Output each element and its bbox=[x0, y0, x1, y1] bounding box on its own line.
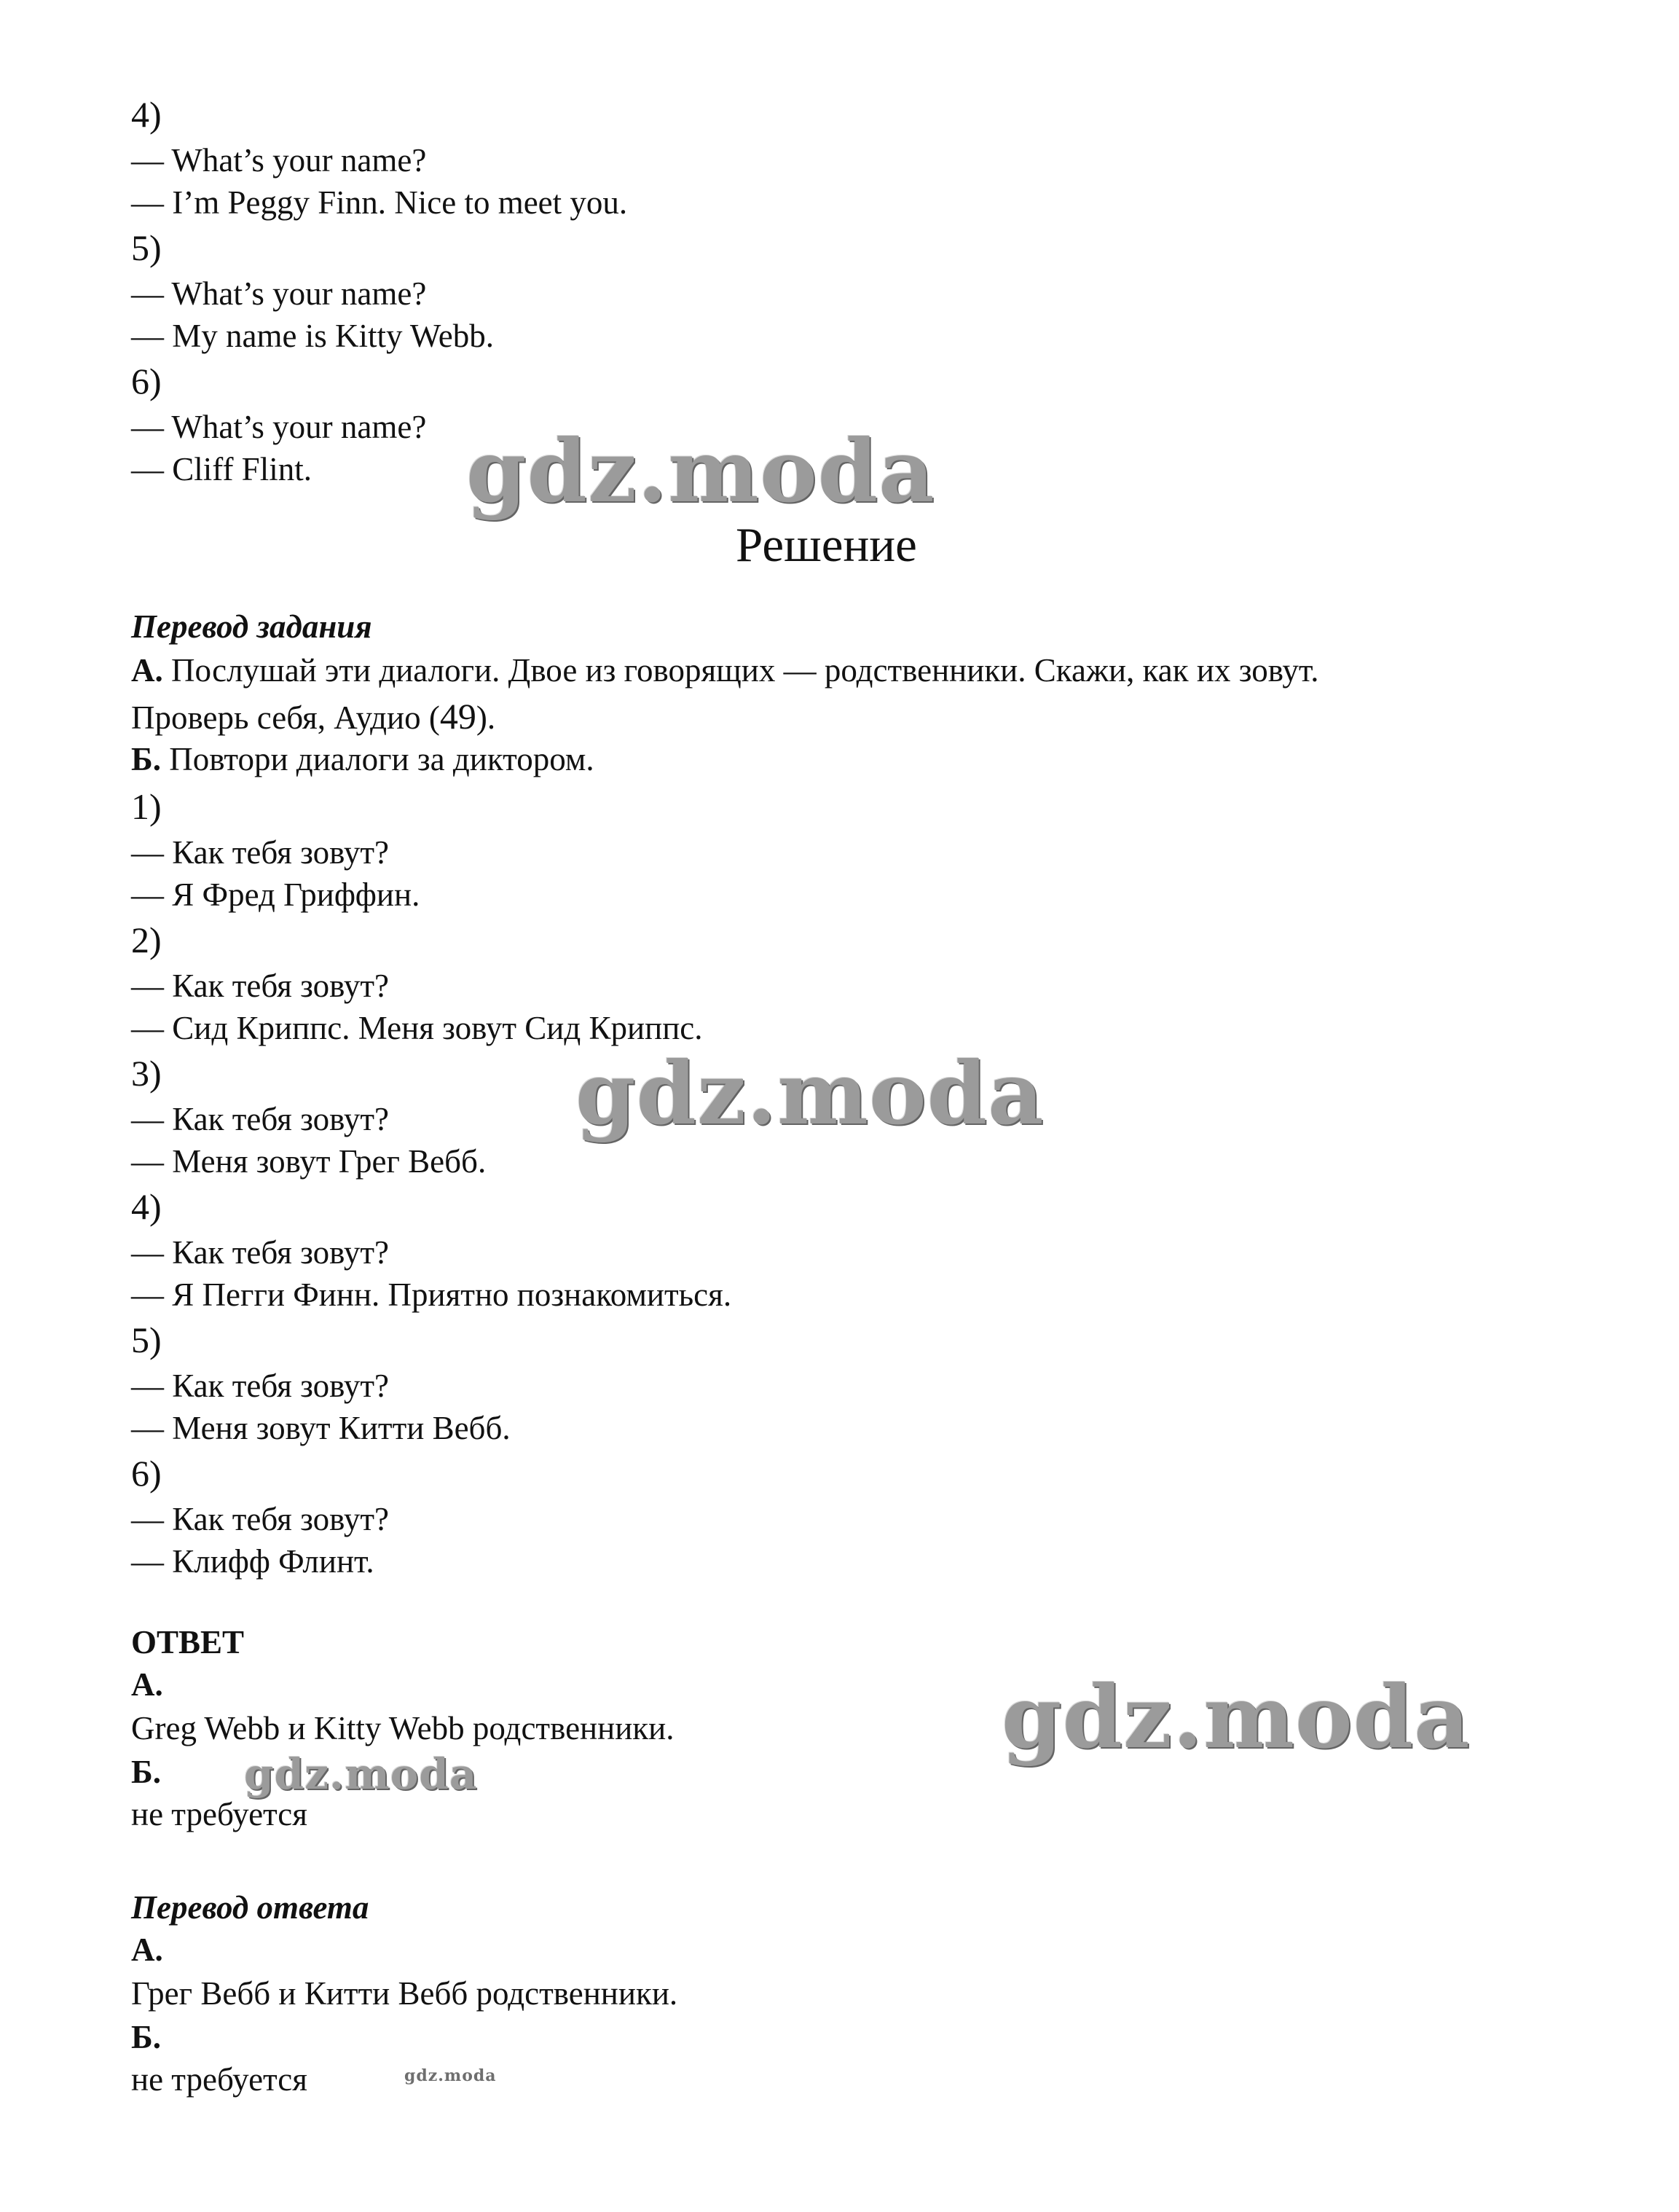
task-translation-title: Перевод задания bbox=[131, 608, 372, 645]
task-b-text: Повтори диалоги за диктором. bbox=[161, 741, 594, 777]
dialogue-answer: — Клифф Флинт. bbox=[131, 1543, 374, 1580]
watermark: gdz.moda bbox=[466, 420, 935, 522]
dialogue-question: — Как тебя зовут? bbox=[131, 834, 389, 871]
answer-translation-a-text: Грег Вебб и Китти Вебб родственники. bbox=[131, 1975, 678, 2012]
watermark: gdz.moda bbox=[1002, 1666, 1471, 1768]
task-part-a bbox=[131, 654, 1318, 687]
dialogue-answer: — Меня зовут Китти Вебб. bbox=[131, 1410, 511, 1446]
dialogue-question: — What’s your name? bbox=[131, 142, 427, 179]
dialogue-answer: — Я Фред Гриффин. bbox=[131, 876, 420, 913]
answer-a-label: А. bbox=[131, 1666, 163, 1703]
task-b-label: Б. bbox=[131, 741, 162, 777]
dialogue-question: — What’s your name? bbox=[131, 275, 427, 312]
dialogue-answer: — Сид Криппс. Меня зовут Сид Криппс. bbox=[131, 1010, 703, 1046]
dialogue-number: 4) bbox=[131, 94, 162, 135]
dialogue-question: — What’s your name? bbox=[131, 409, 427, 445]
dialogue-question: — Как тебя зовут? bbox=[131, 1368, 389, 1404]
dialogue-number: 5) bbox=[131, 1319, 162, 1360]
answer-b-label: Б. bbox=[131, 1754, 162, 1790]
dialogue-answer: — Cliff Flint. bbox=[131, 451, 312, 487]
dialogue-number: 2) bbox=[131, 919, 162, 960]
dialogue-answer: — I’m Peggy Finn. Nice to meet you. bbox=[131, 184, 628, 221]
dialogue-number: 6) bbox=[131, 1453, 162, 1494]
answer-translation-title: Перевод ответа bbox=[131, 1889, 369, 1926]
task-a-text: Послушай эти диалоги. Двое из говорящих — родственники. Скажи, как их зовут. bbox=[162, 652, 1319, 689]
dialogue-question: — Как тебя зовут? bbox=[131, 1501, 389, 1537]
answer-translation-a-label: А. bbox=[131, 1931, 163, 1968]
dialogue-number: 4) bbox=[131, 1186, 162, 1227]
task-a-text-2: Проверь себя, Аудио ( bbox=[131, 699, 440, 736]
watermark: gdz.moda bbox=[244, 1749, 478, 1799]
watermark: gdz.moda bbox=[404, 2066, 497, 2085]
dialogue-answer: — Я Пегги Финн. Приятно познакомиться. bbox=[131, 1276, 732, 1313]
task-part-a-continued bbox=[131, 696, 496, 737]
dialogue-question: — Как тебя зовут? bbox=[131, 1101, 389, 1137]
task-a-text-2-end: ). bbox=[476, 699, 496, 736]
solution-heading: Решение bbox=[736, 518, 917, 572]
dialogue-number: 3) bbox=[131, 1053, 162, 1094]
dialogue-question: — Как тебя зовут? bbox=[131, 968, 389, 1004]
dialogue-number: 5) bbox=[131, 227, 162, 268]
task-part-b bbox=[131, 743, 594, 776]
task-a-label: А. bbox=[131, 652, 163, 689]
watermark: gdz.moda bbox=[575, 1043, 1045, 1144]
dialogue-answer: — My name is Kitty Webb. bbox=[131, 318, 495, 354]
answer-translation-b-text: не требуется bbox=[131, 2061, 307, 2098]
answer-a-text: Greg Webb и Kitty Webb родственники. bbox=[131, 1710, 675, 1746]
dialogue-answer: — Меня зовут Грег Вебб. bbox=[131, 1143, 487, 1180]
answer-translation-b-label: Б. bbox=[131, 2019, 162, 2055]
dialogue-question: — Как тебя зовут? bbox=[131, 1234, 389, 1271]
audio-number: 49 bbox=[439, 696, 476, 737]
dialogue-number: 1) bbox=[131, 786, 162, 827]
answer-b-text: не требуется bbox=[131, 1796, 307, 1832]
answer-title: ОТВЕТ bbox=[131, 1624, 245, 1660]
dialogue-number: 6) bbox=[131, 361, 162, 401]
